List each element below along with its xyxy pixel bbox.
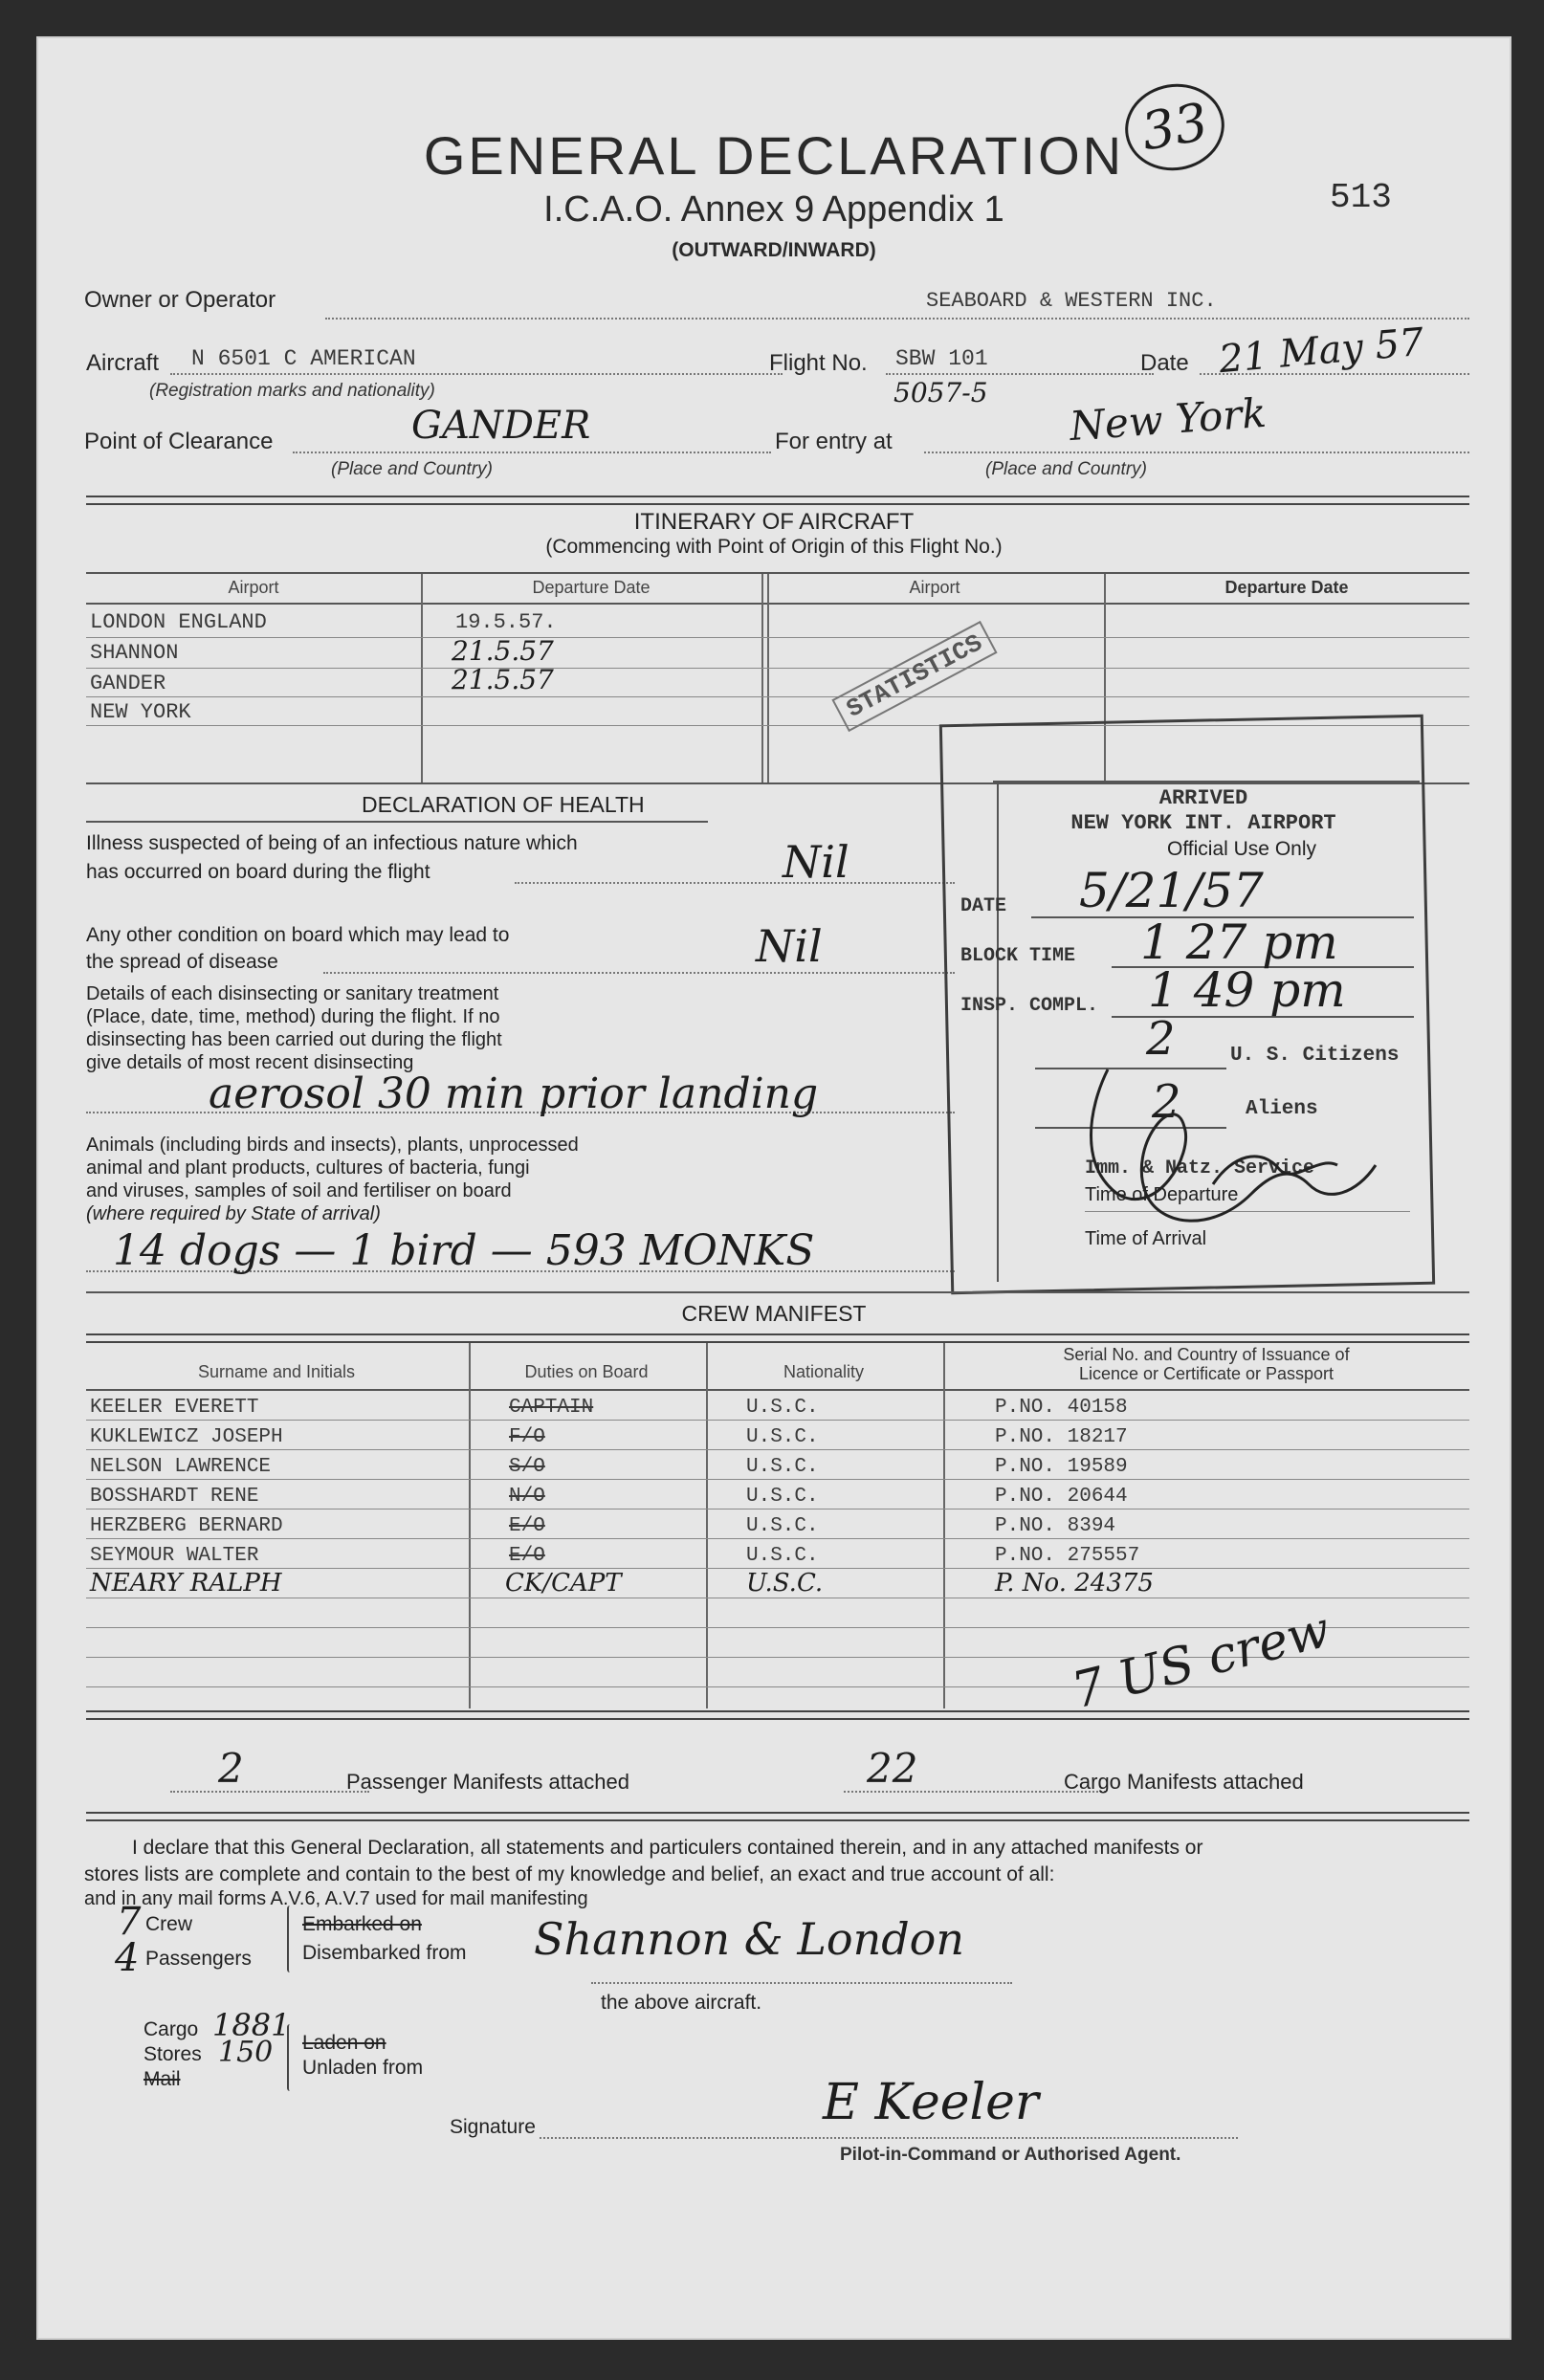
entry-label: For entry at: [775, 429, 893, 454]
decl-above-aircraft: the above aircraft.: [601, 1992, 762, 2014]
itinerary-col-airport: Airport: [228, 578, 279, 597]
decl-pass-count: 4: [115, 1936, 140, 1980]
health-q3-answer: aerosol 30 min prior landing: [209, 1069, 819, 1118]
health-q2-line: [323, 972, 955, 974]
arrival-stamp-inner-vline: [997, 782, 999, 1282]
signature-label: Signature: [450, 2116, 536, 2138]
crew-row-rule: [86, 1686, 1469, 1687]
crew-col-serial-1: Serial No. and Country of Issuance of: [1063, 1345, 1350, 1364]
declaration-form: [36, 36, 1511, 2340]
arrival-date-label: DATE: [960, 895, 1007, 917]
decl-cargo-label: Cargo: [143, 2018, 199, 2040]
arrival-insp-label: INSP. COMPL.: [960, 995, 1099, 1017]
arrival-citizens-count: 2: [1146, 1012, 1176, 1066]
declaration-line1: I declare that this General Declaration, all statements and particulers contained therein, and in any attached manifests or: [132, 1837, 1203, 1859]
crew-name: KUKLEWICZ JOSEPH: [90, 1426, 283, 1448]
decl-pass-label: Passengers: [145, 1948, 252, 1970]
decl-cargo-value: 1881: [212, 2007, 291, 2043]
crew-serial: P.NO. 19589: [995, 1456, 1128, 1478]
decl-crew-label: Crew: [145, 1913, 193, 1935]
decl-unladen: Unladen from: [302, 2057, 424, 2079]
crew-duty: E/O: [509, 1545, 545, 1567]
aircraft-value: N 6501 C AMERICAN: [191, 346, 416, 371]
health-q3-line3: disinsecting has been carried out during the flight: [86, 1029, 502, 1050]
circled-number-text: 33: [1136, 91, 1213, 163]
cargo-manifest-count: 22: [867, 1745, 918, 1792]
crew-name: HERZBERG BERNARD: [90, 1515, 283, 1537]
clearance-sublabel: (Place and Country): [331, 459, 493, 479]
itinerary-row-rule-1: [86, 637, 1469, 638]
crew-row-rule: [86, 1449, 1469, 1450]
crew-serial: P.NO. 18217: [995, 1426, 1128, 1448]
aircraft-sublabel: (Registration marks and nationality): [149, 381, 435, 401]
aircraft-line: [170, 373, 783, 375]
inspector-signature: [1070, 1050, 1414, 1270]
crew-note: 7 US crew: [1066, 1600, 1336, 1721]
decl-brace-2: [287, 2024, 293, 2091]
crew-bottom-rule: [86, 1710, 1469, 1720]
health-bottom-rule: [86, 1291, 1469, 1293]
itinerary-title: ITINERARY OF AIRCRAFT: [633, 509, 915, 535]
passenger-manifest-label: Passenger Manifests attached: [346, 1770, 629, 1794]
arrival-date-value: 5/21/57: [1079, 863, 1264, 918]
date-label: Date: [1140, 350, 1189, 376]
health-q3-line1: Details of each disinsecting or sanitary treatment: [86, 983, 499, 1004]
crew-nationality: U.S.C.: [746, 1426, 819, 1448]
itinerary-col-departure: Departure Date: [532, 578, 651, 597]
signature-line: [540, 2137, 1238, 2139]
itinerary-header-rule: [86, 603, 1469, 605]
health-q4-line4: (where required by State of arrival): [86, 1203, 381, 1224]
crew-row-rule: [86, 1479, 1469, 1480]
crew-nationality: U.S.C.: [746, 1397, 819, 1419]
crew-duty: N/O: [509, 1486, 545, 1508]
itinerary-row-airport: SHANNON: [90, 641, 179, 665]
crew-duty: E/O: [509, 1515, 545, 1537]
health-q1-line1: Illness suspected of being of an infectious nature which: [86, 832, 578, 854]
itinerary-col-airport2: Airport: [909, 578, 960, 597]
itinerary-row-rule-2: [86, 668, 1469, 669]
form-title: GENERAL DECLARATION: [423, 125, 1125, 186]
crew-duty: F/O: [509, 1426, 545, 1448]
aircraft-label: Aircraft: [86, 350, 160, 376]
crew-row-rule: [86, 1509, 1469, 1510]
crew-vline-2: [706, 1343, 708, 1708]
arrival-aliens-label: Aliens: [1246, 1098, 1318, 1120]
crew-title: CREW MANIFEST: [681, 1301, 867, 1326]
crew-col-nationality: Nationality: [783, 1362, 865, 1381]
arrival-insp-value: 1 49 pm: [1148, 962, 1346, 1018]
decl-crew-count: 7: [117, 1900, 142, 1944]
passenger-manifest-count: 2: [218, 1745, 244, 1792]
clearance-label: Point of Clearance: [84, 429, 274, 454]
owner-label: Owner or Operator: [84, 287, 276, 313]
arrival-time-departure: Time of Departure: [1085, 1184, 1239, 1205]
health-title: DECLARATION OF HEALTH: [362, 792, 645, 817]
owner-line: [325, 318, 1469, 320]
crew-vline-3: [943, 1343, 945, 1708]
arrival-stamp-line2: NEW YORK INT. AIRPORT: [1070, 811, 1336, 835]
health-q1-answer: Nil: [783, 836, 849, 888]
arrival-official-use: Official Use Only: [1167, 838, 1316, 860]
health-q4-line2: animal and plant products, cultures of bacteria, fungi: [86, 1157, 530, 1179]
itinerary-row-date: 21.5.57: [452, 664, 554, 695]
health-q4-answer: 14 dogs — 1 bird — 593 MONKS: [113, 1226, 815, 1275]
pilot-signature: E Keeler: [823, 2074, 1039, 2131]
health-title-rule: [86, 821, 708, 823]
crew-col-name: Surname and Initials: [197, 1362, 356, 1381]
crew-nationality: U.S.C.: [746, 1486, 819, 1508]
health-q2-line1: Any other condition on board which may lead to: [86, 924, 510, 946]
rule-before-itinerary: [86, 496, 1469, 505]
itinerary-col-departure2: Departure Date: [1224, 578, 1349, 597]
crew-nationality: U.S.C.: [746, 1545, 819, 1567]
flight-extra: 5057-5: [893, 377, 988, 408]
health-q3-line4: give details of most recent disinsecting: [86, 1052, 414, 1073]
itinerary-subtitle: (Commencing with Point of Origin of this Flight No.): [545, 536, 1003, 558]
entry-value: New York: [1068, 388, 1268, 451]
itinerary-vline-2: [761, 574, 763, 782]
crew-name: SEYMOUR WALTER: [90, 1545, 259, 1567]
crew-nationality: U.S.C.: [746, 1569, 824, 1598]
entry-line: [924, 452, 1469, 453]
arrival-aliens-count: 2: [1152, 1075, 1181, 1129]
crew-duty: S/O: [509, 1456, 545, 1478]
decl-laden: Laden on: [302, 2032, 386, 2054]
itinerary-row-rule-3: [86, 696, 1469, 697]
decl-stores-label: Stores: [143, 2043, 202, 2065]
crew-serial: P.NO. 275557: [995, 1545, 1140, 1567]
crew-row-rule: [86, 1420, 1469, 1421]
arrival-block-value: 1 27 pm: [1140, 915, 1338, 970]
flight-line: [886, 373, 1154, 375]
crew-name: KEELER EVERETT: [90, 1397, 259, 1419]
crew-col-serial-2: Licence or Certificate or Passport: [1078, 1364, 1334, 1383]
clearance-value: GANDER: [411, 404, 591, 448]
crew-name: NEARY RALPH: [90, 1569, 282, 1598]
manifest-bottom-rule: [86, 1812, 1469, 1821]
form-direction: (OUTWARD/INWARD): [672, 239, 876, 261]
itinerary-top-rule: [86, 572, 1469, 574]
entry-sublabel: (Place and Country): [985, 459, 1147, 479]
decl-disembarked: Disembarked from: [302, 1942, 467, 1964]
date-value: 21 May 57: [1217, 320, 1426, 383]
health-q4-line3: and viruses, samples of soil and fertiliser on board: [86, 1180, 512, 1201]
crew-serial: P.NO. 40158: [995, 1397, 1128, 1419]
pilot-label: Pilot-in-Command or Authorised Agent.: [840, 2145, 1181, 2165]
crew-nationality: U.S.C.: [746, 1515, 819, 1537]
crew-duty: CAPTAIN: [509, 1397, 594, 1419]
health-q4-line1: Animals (including birds and insects), plants, unprocessed: [86, 1135, 579, 1156]
decl-mail-label: Mail: [143, 2068, 181, 2090]
arrival-time-arrival: Time of Arrival: [1085, 1228, 1207, 1249]
arrival-service-label: Imm. & Natz. Service: [1085, 1157, 1315, 1179]
decl-embarked: Embarked on: [302, 1913, 422, 1935]
itinerary-row-airport: GANDER: [90, 672, 166, 695]
crew-col-duties: Duties on Board: [524, 1362, 649, 1381]
arrival-block-label: BLOCK TIME: [960, 945, 1076, 967]
form-subtitle: I.C.A.O. Annex 9 Appendix 1: [543, 189, 1004, 230]
crew-name: BOSSHARDT RENE: [90, 1486, 259, 1508]
decl-brace: [287, 1906, 293, 1972]
crew-vline-1: [469, 1343, 471, 1708]
health-q2-line2: the spread of disease: [86, 951, 278, 973]
crew-name: NELSON LAWRENCE: [90, 1456, 272, 1478]
statistics-stamp: STATISTICS: [831, 621, 997, 732]
health-q2-answer: Nil: [756, 920, 823, 972]
flight-label: Flight No.: [769, 350, 868, 376]
declaration-line3: and in any mail forms A.V.6, A.V.7 used for mail manifesting: [84, 1888, 588, 1909]
itinerary-row-date: 21.5.57: [452, 635, 554, 667]
owner-value: SEABOARD & WESTERN INC.: [926, 289, 1217, 313]
arrival-citizens-label: U. S. Citizens: [1230, 1045, 1400, 1067]
crew-title-rule: [86, 1333, 1469, 1343]
arrival-stamp-line1: ARRIVED: [1158, 786, 1248, 810]
health-q1-line2: has occurred on board during the flight: [86, 861, 430, 883]
crew-row-rule: [86, 1538, 1469, 1539]
flight-value: SBW 101: [895, 346, 988, 371]
health-q3-line2: (Place, date, time, method) during the flight. If no: [86, 1006, 500, 1027]
itinerary-vline-3: [767, 574, 769, 782]
crew-duty: CK/CAPT: [505, 1569, 622, 1598]
crew-serial: P.NO. 20644: [995, 1486, 1128, 1508]
health-q1-line: [515, 882, 955, 884]
itinerary-row-date: 19.5.57.: [455, 610, 557, 634]
page-number: 513: [1330, 178, 1392, 217]
arrival-stamp-inner-rule: [993, 781, 1420, 782]
clearance-line: [293, 452, 771, 453]
decl-place-line: [591, 1982, 1012, 1984]
declaration-line2: stores lists are complete and contain to the best of my knowledge and belief, an exact and true account of all:: [84, 1863, 1055, 1885]
itinerary-vline-1: [421, 574, 423, 782]
crew-header-rule: [86, 1389, 1469, 1391]
decl-place: Shannon & London: [534, 1913, 964, 1965]
itinerary-row-airport: NEW YORK: [90, 700, 191, 724]
crew-serial: P. No. 24375: [995, 1569, 1154, 1598]
crew-nationality: U.S.C.: [746, 1456, 819, 1478]
passenger-manifest-line: [170, 1791, 369, 1793]
crew-serial: P.NO. 8394: [995, 1515, 1116, 1537]
decl-stores-value: 150: [218, 2036, 274, 2069]
cargo-manifest-label: Cargo Manifests attached: [1064, 1770, 1304, 1794]
itinerary-row-airport: LONDON ENGLAND: [90, 610, 267, 634]
